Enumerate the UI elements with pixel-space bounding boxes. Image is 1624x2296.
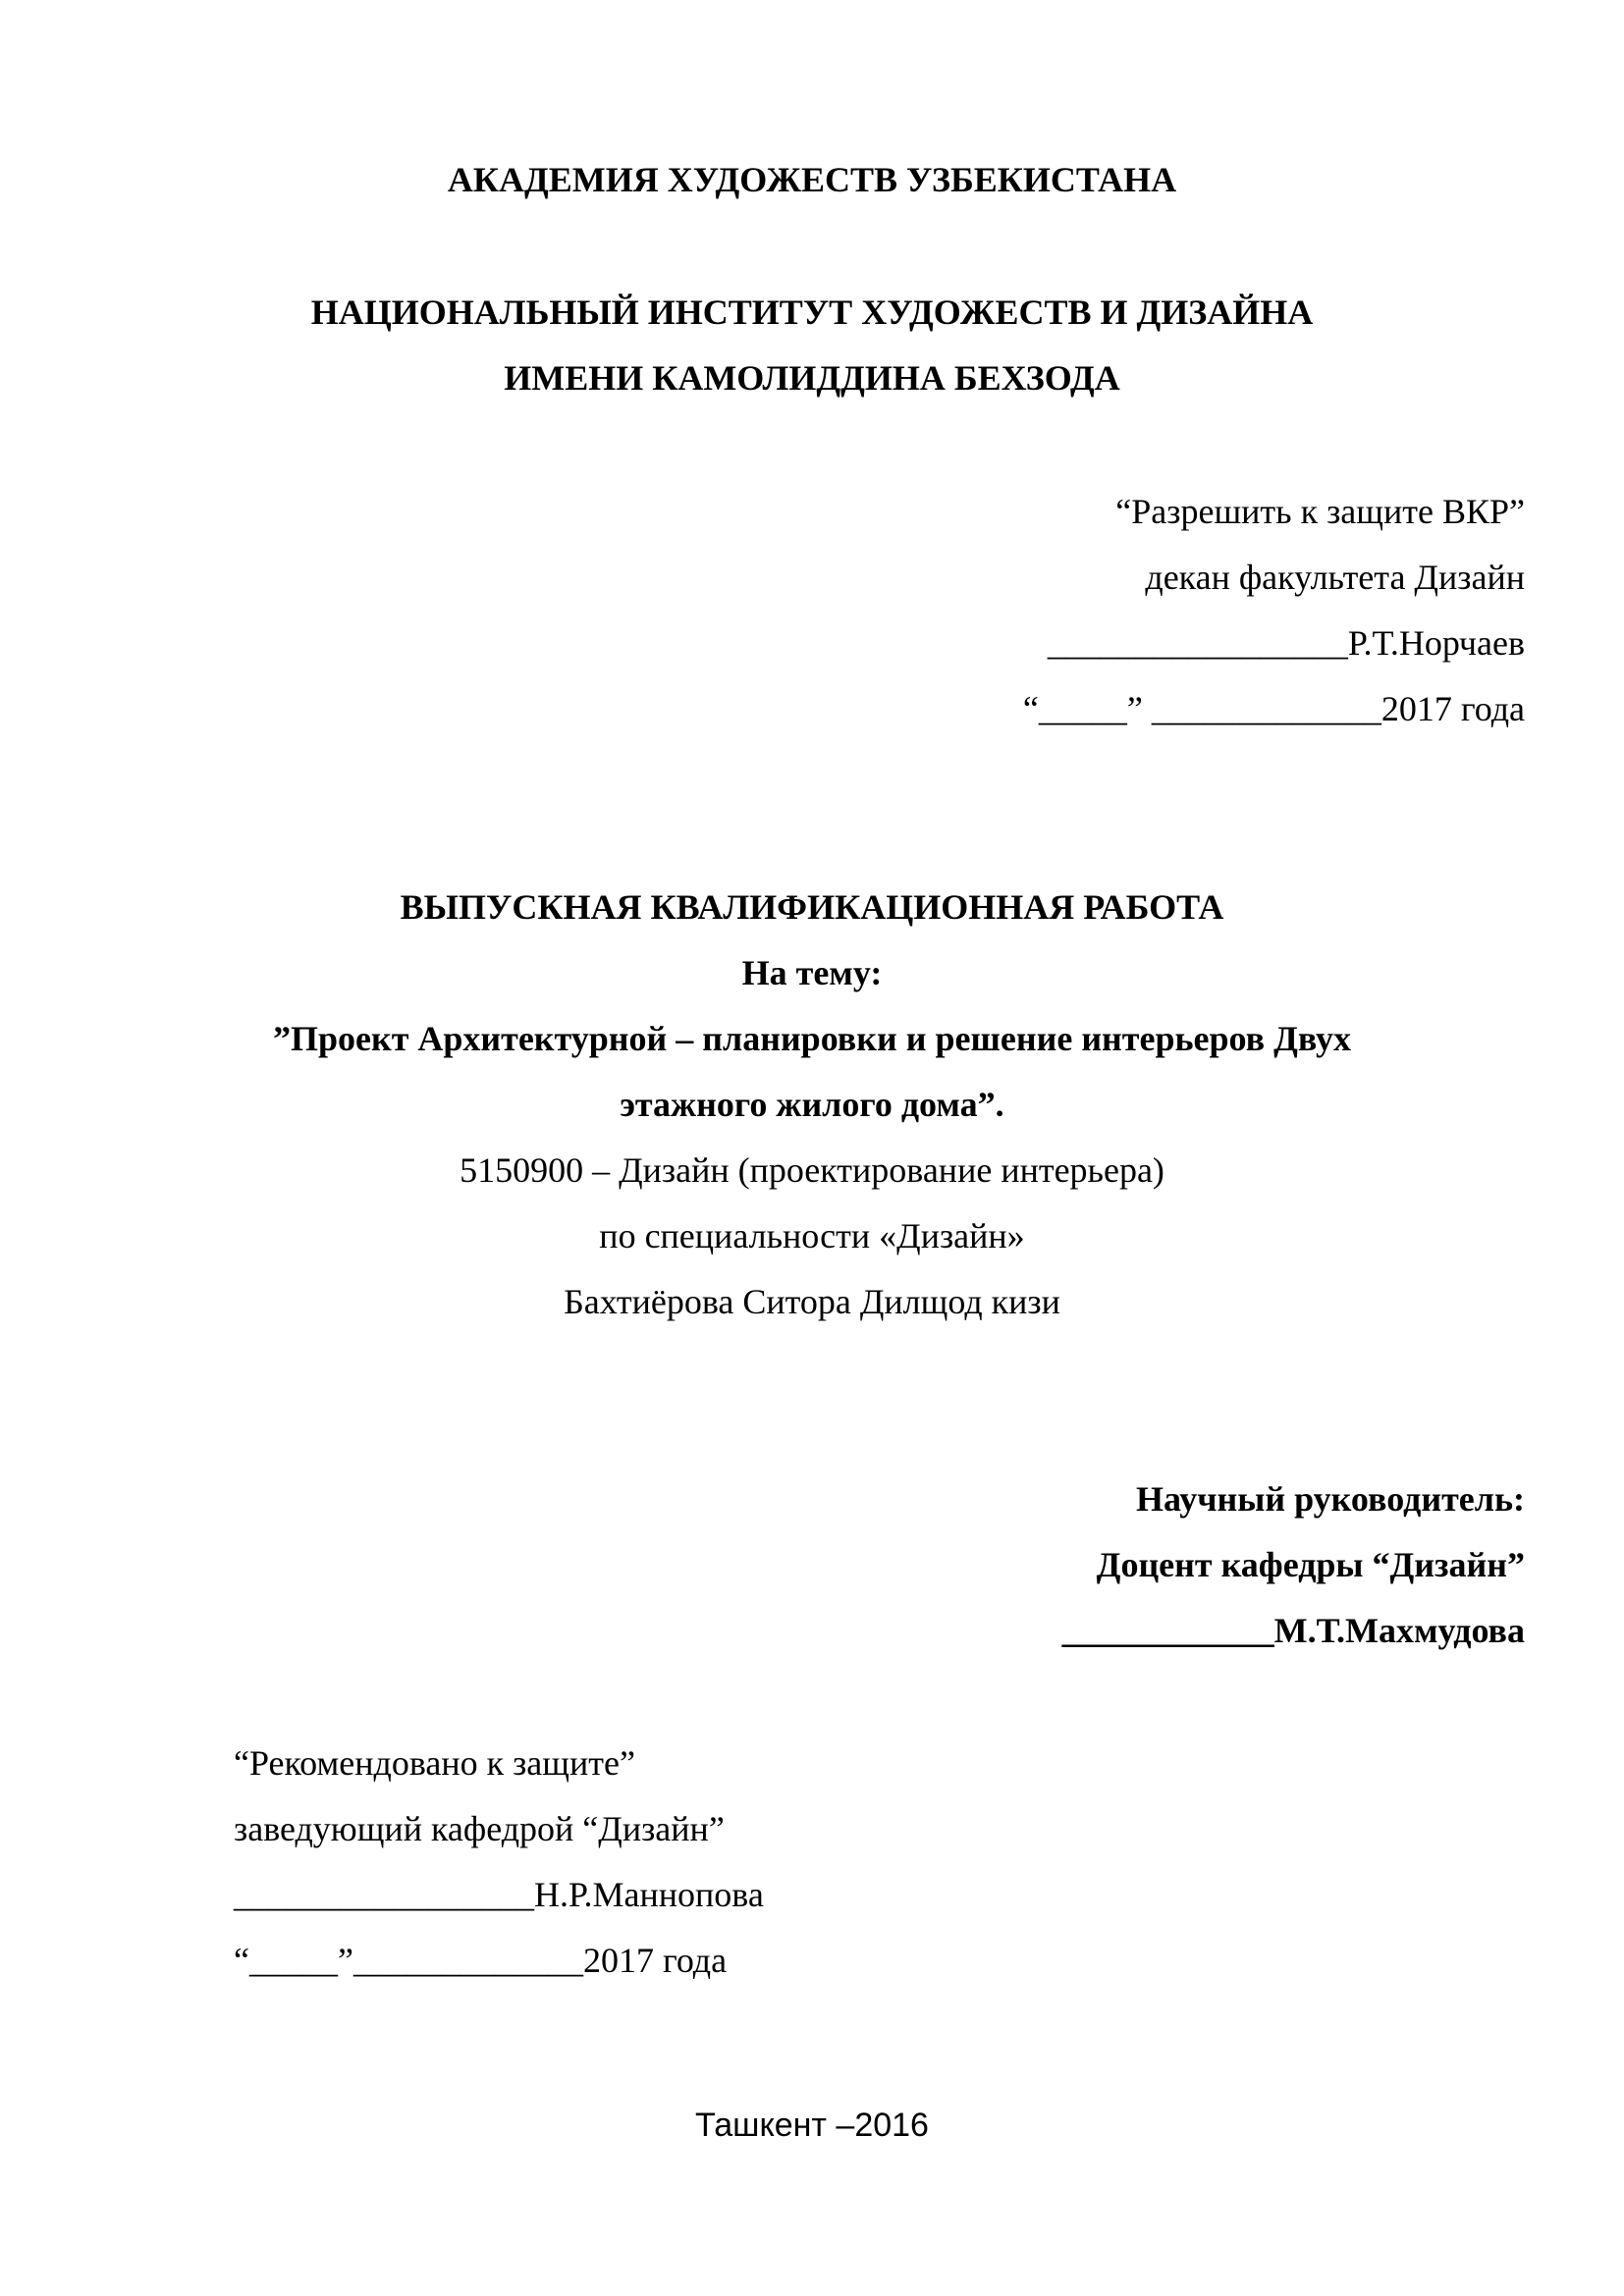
thesis-title-line2: этажного жилого дома”. xyxy=(620,1085,1004,1124)
supervisor-signature: ____________М.Т.Махмудова xyxy=(1061,1611,1525,1650)
supervisor-label: Научный руководитель: xyxy=(1136,1479,1525,1519)
academy-heading: АКАДЕМИЯ ХУДОЖЕСТВ УЗБЕКИСТАНА xyxy=(447,160,1177,199)
approval-signature: _________________Р.Т.Норчаев xyxy=(1047,623,1525,663)
recommendation-head: заведующий кафедрой “Дизайн” xyxy=(234,1809,725,1848)
approval-line1: “Разрешить к защите ВКР” xyxy=(1115,492,1525,531)
author-name: Бахтиёрова Ситора Дилщод кизи xyxy=(564,1282,1060,1321)
institute-heading-line2: ИМЕНИ КАМОЛИДДИНА БЕХЗОДА xyxy=(504,358,1120,398)
recommendation-line1: “Рекомендовано к защите” xyxy=(234,1743,635,1783)
approval-date: “_____” _____________2017 года xyxy=(1022,689,1525,728)
supervisor-position: Доцент кафедры “Дизайн” xyxy=(1096,1545,1525,1584)
thesis-title-line1: ”Проект Архитектурной – планировки и решение интерьеров Двух xyxy=(272,1019,1352,1058)
approval-dean: декан факультета Дизайн xyxy=(1145,558,1525,597)
thesis-type: ВЫПУСКНАЯ КВАЛИФИКАЦИОННАЯ РАБОТА xyxy=(400,887,1224,927)
specialty-code: 5150900 – Дизайн (проектирование интерьера) xyxy=(460,1150,1164,1190)
topic-label: На тему: xyxy=(741,953,883,992)
specialty: по специальности «Дизайн» xyxy=(599,1216,1025,1255)
recommendation-signature: _________________Н.Р.Маннопова xyxy=(234,1875,764,1914)
institute-heading-line1: НАЦИОНАЛЬНЫЙ ИНСТИТУТ ХУДОЖЕСТВ И ДИЗАЙНА xyxy=(310,293,1314,332)
recommendation-date: “_____”_____________2017 года xyxy=(234,1941,728,1980)
place-year: Ташкент –2016 xyxy=(695,2107,929,2144)
